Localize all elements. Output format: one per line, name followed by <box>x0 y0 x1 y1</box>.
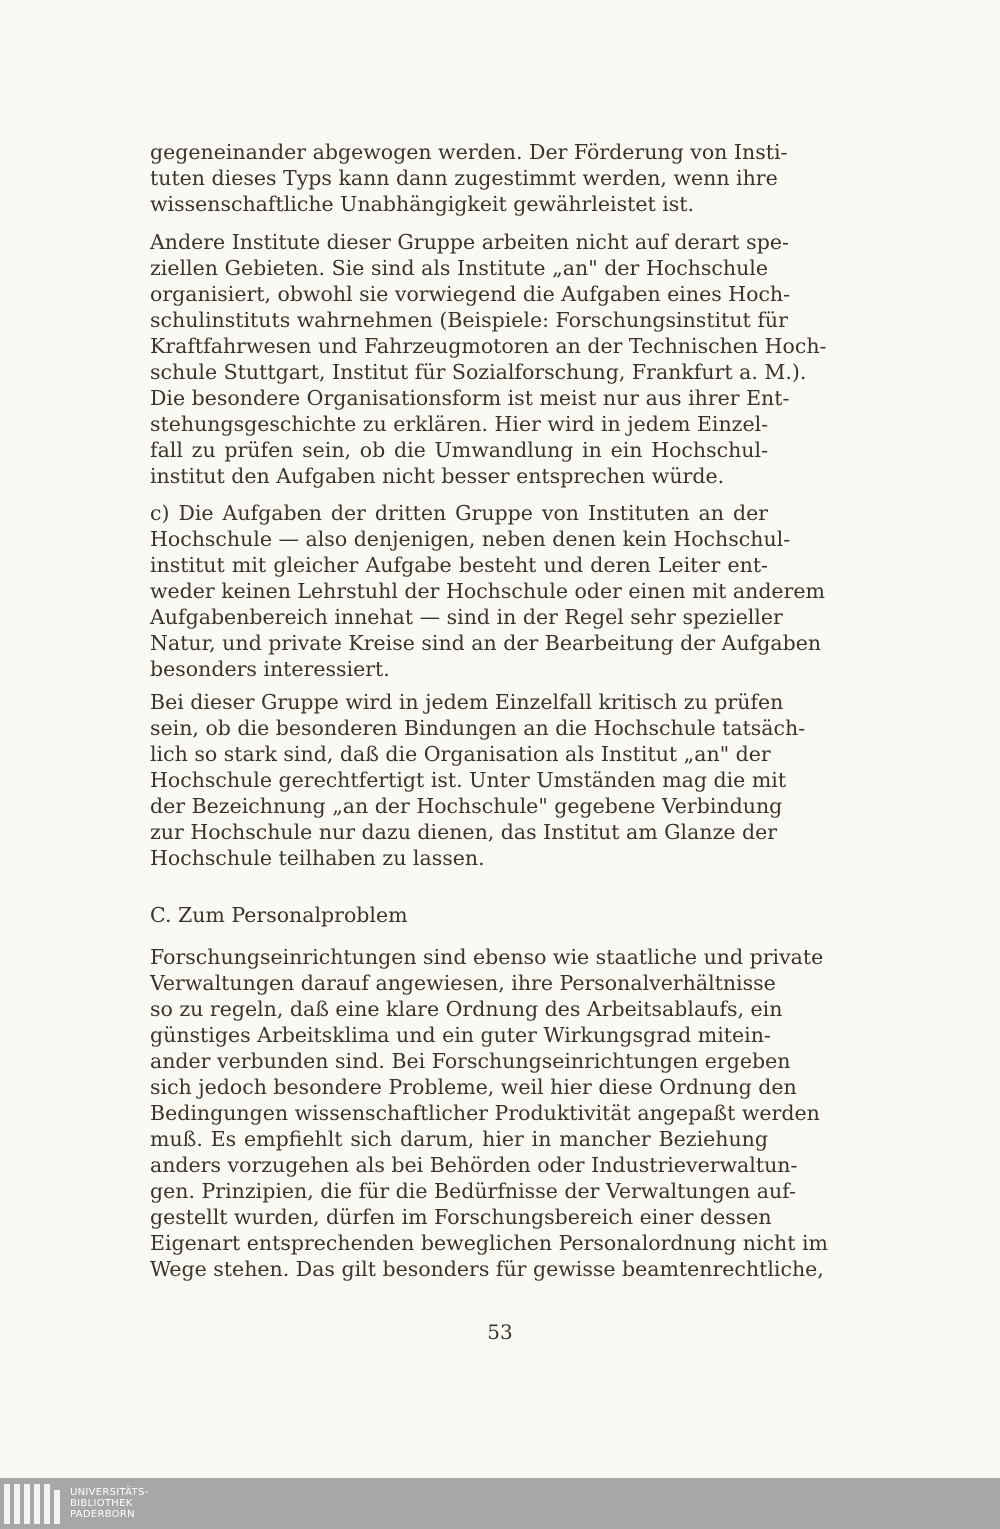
text-line: ziellen Gebieten. Sie sind als Institute „an" der Hochschule <box>150 256 768 280</box>
paragraph-1 <box>150 139 788 217</box>
library-name-line-3: PADERBORN <box>70 1509 135 1520</box>
text-line: gestellt wurden, dürfen im Forschungsbereich einer dessen <box>150 1205 772 1229</box>
text-line: wissenschaftliche Unabhängigkeit gewährleistet ist. <box>150 192 695 216</box>
text-line: sein, ob die besonderen Bindungen an die Hochschule tatsäch- <box>150 716 806 740</box>
text-line: Verwaltungen darauf angewiesen, ihre Personalverhältnisse <box>150 971 776 995</box>
section-heading: C. Zum Personalproblem <box>150 903 408 927</box>
text-line: der Bezeichnung „an der Hochschule" gegebene Verbindung <box>150 794 783 818</box>
text-line: Forschungseinrichtungen sind ebenso wie staatliche und private <box>150 945 824 969</box>
library-logo-icon <box>4 1484 60 1524</box>
text-line: gen. Prinzipien, die für die Bedürfnisse der Verwaltungen auf- <box>150 1179 796 1203</box>
text-line: weder keinen Lehrstuhl der Hochschule oder einen mit anderem <box>150 579 825 603</box>
text-line: Aufgabenbereich innehat — sind in der Regel sehr spezieller <box>150 605 783 629</box>
paragraph-4 <box>150 689 806 871</box>
text-line: anders vorzugehen als bei Behörden oder Industrieverwaltun- <box>150 1153 798 1177</box>
text-line: muß. Es empfiehlt sich darum, hier in mancher Beziehung <box>150 1127 768 1151</box>
text-line: Natur, und private Kreise sind an der Bearbeitung der Aufgaben <box>150 631 822 655</box>
text-line: ander verbunden sind. Bei Forschungseinrichtungen ergeben <box>150 1049 791 1073</box>
library-name-line-2: BIBLIOTHEK <box>70 1498 133 1509</box>
text-line: institut den Aufgaben nicht besser entsprechen würde. <box>150 464 725 488</box>
library-name-line-1: UNIVERSITÄTS- <box>70 1487 149 1498</box>
text-line: stehungsgeschichte zu erklären. Hier wird in jedem Einzel- <box>150 412 769 436</box>
paragraph-3 <box>150 500 825 682</box>
text-line: Bedingungen wissenschaftlicher Produktivität angepaßt werden <box>150 1101 820 1125</box>
text-line: Kraftfahrwesen und Fahrzeugmotoren an der Technischen Hoch- <box>150 334 827 358</box>
text-line: fall zu prüfen sein, ob die Umwandlung in ein Hochschul- <box>150 438 768 462</box>
text-line: besonders interessiert. <box>150 657 390 681</box>
text-line: schule Stuttgart, Institut für Sozialforschung, Frankfurt a. M.). <box>150 360 807 384</box>
text-line: Eigenart entsprechenden beweglichen Personalordnung nicht im <box>150 1231 828 1255</box>
text-line: sich jedoch besondere Probleme, weil hier diese Ordnung den <box>150 1075 797 1099</box>
text-line: schulinstituts wahrnehmen (Beispiele: Forschungsinstitut für <box>150 308 788 332</box>
text-line: Andere Institute dieser Gruppe arbeiten nicht auf derart spe- <box>150 230 789 254</box>
text-line: Hochschule teilhaben zu lassen. <box>150 846 485 870</box>
text-line: Wege stehen. Das gilt besonders für gewisse beamtenrechtliche, <box>150 1257 824 1281</box>
text-line: Bei dieser Gruppe wird in jedem Einzelfall kritisch zu prüfen <box>150 690 784 714</box>
text-line: institut mit gleicher Aufgabe besteht und deren Leiter ent- <box>150 553 768 577</box>
paragraph-2 <box>150 229 827 489</box>
page-number: 53 <box>487 1320 513 1344</box>
library-footer <box>0 1478 1000 1529</box>
text-line: Hochschule gerechtfertigt ist. Unter Umständen mag die mit <box>150 768 787 792</box>
text-line: günstiges Arbeitsklima und ein guter Wirkungsgrad mitein- <box>150 1023 771 1047</box>
text-line: Die besondere Organisationsform ist meist nur aus ihrer Ent- <box>150 386 790 410</box>
text-line: lich so stark sind, daß die Organisation als Institut „an" der <box>150 742 771 766</box>
library-logo-text <box>70 1487 149 1520</box>
text-line: so zu regeln, daß eine klare Ordnung des Arbeitsablaufs, ein <box>150 997 783 1021</box>
text-line: gegeneinander abgewogen werden. Der Förderung von Insti- <box>150 140 788 164</box>
text-line: Hochschule — also denjenigen, neben denen kein Hochschul- <box>150 527 791 551</box>
text-line: c) Die Aufgaben der dritten Gruppe von Instituten an der <box>150 501 768 525</box>
paragraph-5 <box>150 944 828 1282</box>
text-line: tuten dieses Typs kann dann zugestimmt werden, wenn ihre <box>150 166 778 190</box>
text-line: zur Hochschule nur dazu dienen, das Institut am Glanze der <box>150 820 778 844</box>
text-line: organisiert, obwohl sie vorwiegend die Aufgaben eines Hoch- <box>150 282 791 306</box>
